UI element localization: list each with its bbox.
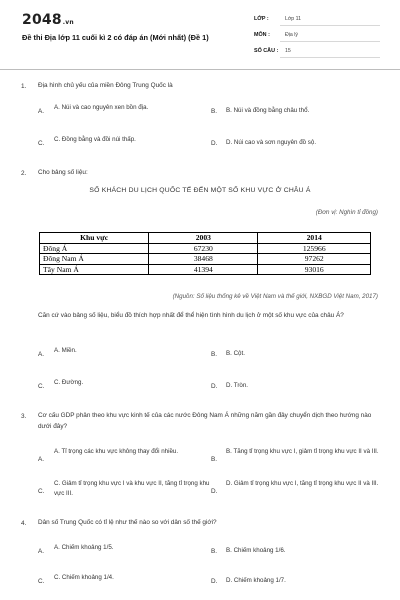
question-number: 4. — [21, 520, 27, 527]
option-b[interactable]: B. Chiếm khoảng 1/6. — [226, 547, 286, 554]
option-b[interactable]: B. Núi và đồng bằng châu thổ. — [226, 107, 310, 114]
table-unit: (Đơn vị: Nghìn tỉ đồng) — [315, 209, 378, 216]
page-header — [0, 0, 400, 66]
table-title: SỐ KHÁCH DU LỊCH QUỐC TẾ ĐẾN MỘT SỐ KHU VỰC Ở CHÂU Á — [89, 187, 311, 194]
option-a-marker[interactable]: A. — [38, 548, 45, 555]
table-cell-value: 41394 — [149, 264, 258, 275]
question-number: 1. — [21, 83, 27, 90]
option-d-marker[interactable]: D. — [211, 383, 218, 390]
option-c[interactable]: C. Đồng bằng và đồi núi thấp. — [54, 136, 136, 143]
option-d-marker[interactable]: D. — [211, 488, 218, 495]
subject-underline — [280, 41, 380, 42]
table-cell-value: 97262 — [258, 254, 371, 265]
table-row — [40, 254, 371, 265]
option-b-marker[interactable]: B. — [211, 351, 218, 358]
option-b-marker[interactable]: B. — [211, 548, 218, 555]
option-d-marker[interactable]: D. — [211, 140, 218, 147]
table-cell-value: 125966 — [258, 243, 371, 254]
table-cell-value: 38468 — [149, 254, 258, 265]
table-source: (Nguồn: Số liệu thống kê về Việt Nam và thế giới, NXBGD Việt Nam, 2017) — [172, 293, 378, 300]
option-a[interactable]: A. Chiếm khoảng 1/5. — [54, 544, 114, 551]
option-d-marker[interactable]: D. — [211, 578, 218, 585]
option-d[interactable]: D. Chiếm khoảng 1/7. — [226, 577, 286, 584]
table-row — [40, 264, 371, 275]
count-label: SỐ CÂU : — [254, 48, 279, 54]
table-header-cell: 2014 — [258, 233, 371, 244]
option-d[interactable]: D. Giảm tỉ trọng khu vực I, tăng tỉ trọng khu vực II và III. — [226, 480, 379, 487]
header-divider — [0, 69, 400, 70]
table-header-cell: 2003 — [149, 233, 258, 244]
option-c-marker[interactable]: C. — [38, 383, 45, 390]
option-b-marker[interactable]: B. — [211, 108, 218, 115]
count-underline — [280, 57, 380, 58]
option-a[interactable]: A. Tỉ trọng các khu vực không thay đổi nhiều. — [54, 448, 179, 455]
question-text: Cơ cấu GDP phân theo khu vực kinh tế của các nước Đông Nam Á những năm gần đây chuyển dịch theo hướng nào dưới đây? — [38, 412, 372, 430]
logo-text: 2048 — [22, 12, 62, 28]
logo-suffix: .vn — [62, 19, 74, 26]
option-d[interactable]: D. Tròn. — [226, 382, 249, 389]
class-label: LỚP : — [254, 16, 269, 22]
option-c[interactable]: C. Đường. — [54, 379, 84, 386]
question-number: 2. — [21, 170, 27, 177]
option-a-marker[interactable]: A. — [38, 351, 45, 358]
question-text: Cho bảng số liệu: — [38, 169, 88, 176]
option-c[interactable]: C. Chiếm khoảng 1/4. — [54, 574, 114, 581]
option-d[interactable]: D. Núi cao và sơn nguyên đồ sộ. — [226, 139, 317, 146]
table-cell-region: Tây Nam Á — [40, 264, 149, 275]
table-header-cell: Khu vực — [40, 233, 149, 244]
site-logo[interactable] — [22, 12, 74, 28]
subject-value: Địa lý — [285, 32, 298, 38]
table-cell-value: 67230 — [149, 243, 258, 254]
count-value: 15 — [285, 48, 291, 54]
exam-title: Đề thi Địa lớp 11 cuối kì 2 có đáp án (Mới nhất) (Đề 1) — [22, 33, 209, 42]
option-c-marker[interactable]: C. — [38, 578, 45, 585]
option-a-marker[interactable]: A. — [38, 456, 45, 463]
class-value: Lớp 11 — [285, 16, 301, 22]
option-c[interactable]: C. Giảm tỉ trọng khu vực I và khu vực II, tăng tỉ trọng khu vực III. — [54, 480, 210, 497]
table-cell-region: Đông Á — [40, 243, 149, 254]
table-cell-value: 93016 — [258, 264, 371, 275]
option-b-marker[interactable]: B. — [211, 456, 218, 463]
data-table — [39, 232, 371, 275]
option-c-marker[interactable]: C. — [38, 488, 45, 495]
question-number: 3. — [21, 413, 27, 420]
question-text: Dân số Trung Quốc có tỉ lệ như thế nào so với dân số thế giới? — [38, 519, 217, 526]
table-row — [40, 243, 371, 254]
table-cell-region: Đông Nam Á — [40, 254, 149, 265]
table-header-row — [40, 233, 371, 244]
question-text: Địa hình chủ yếu của miền Đông Trung Quốc là — [38, 82, 173, 89]
option-a[interactable]: A. Miền. — [54, 347, 77, 354]
question-prompt: Căn cứ vào bảng số liệu, biểu đồ thích hợp nhất để thể hiện tình hình du lịch ở một số khu vực của châu Á? — [38, 312, 344, 319]
option-b[interactable]: B. Cột. — [226, 350, 245, 357]
option-b[interactable]: B. Tăng tỉ trọng khu vực I, giảm tỉ trọng khu vực II và III. — [226, 448, 379, 455]
subject-label: MÔN : — [254, 32, 270, 38]
option-a-marker[interactable]: A. — [38, 108, 45, 115]
option-a[interactable]: A. Núi và cao nguyên xen bồn địa. — [54, 104, 149, 111]
option-c-marker[interactable]: C. — [38, 140, 45, 147]
class-underline — [280, 25, 380, 26]
